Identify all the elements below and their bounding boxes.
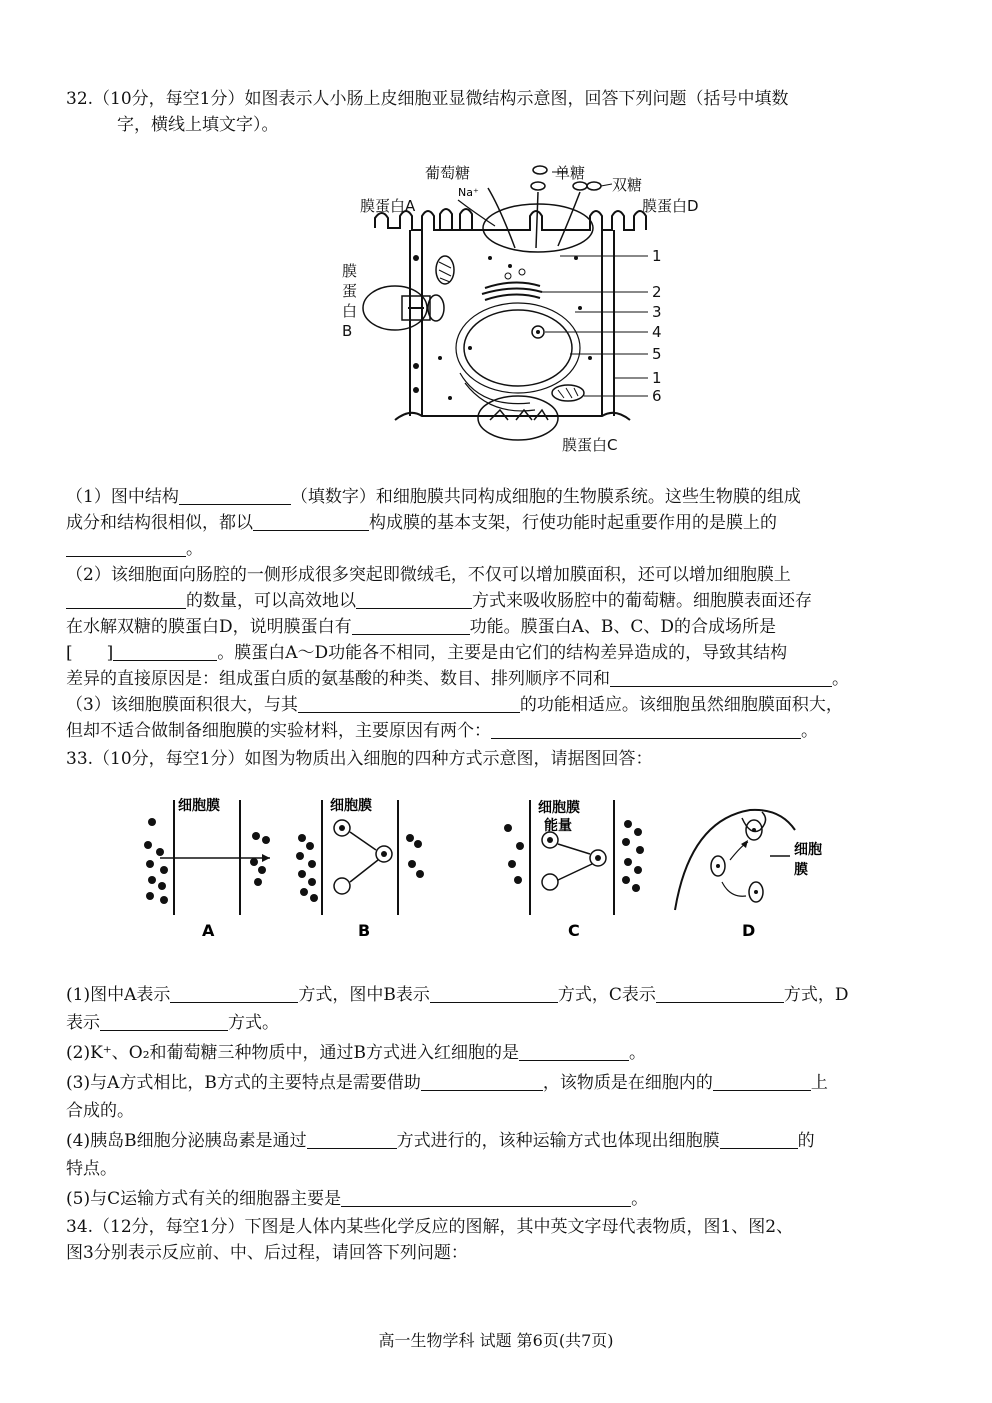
q32-blank-6[interactable]: [352, 616, 470, 635]
label-num-6: 6: [652, 387, 662, 405]
q32-part2-line4: [ ] 。膜蛋白A～D功能各不相同，主要是由它们的结构差异造成的，导致其结构: [66, 643, 788, 663]
q33-part3-line1: (3)与A方式相比，B方式的主要特点是需要借助 ，该物质是在细胞内的 上: [66, 1073, 828, 1093]
label-monosaccharide: 单糖: [555, 164, 586, 182]
label-num-4: 4: [652, 323, 662, 341]
q33-part1-line2: 表示 方式。: [66, 1013, 279, 1033]
q33-blank-3[interactable]: [656, 984, 784, 1003]
q32-header-line1: 32.（10分，每空1分）如图表示人小肠上皮细胞亚显微结构示意图，回答下列问题（括号中填数: [66, 89, 789, 109]
q32-part1-line1: （1）图中结构 （填数字）和细胞膜共同构成细胞的生物膜系统。这些生物膜的组成: [66, 487, 801, 507]
q32-part3-line1: （3）该细胞膜面积很大，与其 的功能相适应。该细胞虽然细胞膜面积大，: [66, 695, 843, 715]
q32-blank-10[interactable]: [491, 720, 801, 739]
q33-blank-2[interactable]: [430, 984, 558, 1003]
label-protein-d: 膜蛋白D: [642, 197, 699, 215]
q33-part1-line1: (1)图中A表示 方式，图中B表示 方式，C表示 方式，D: [66, 985, 849, 1005]
label-protein-c: 膜蛋白C: [562, 436, 618, 454]
q32-part2-line1: （2）该细胞面向肠腔的一侧形成很多突起即微绒毛，不仅可以增加膜面积，还可以增加细胞膜上: [66, 565, 791, 585]
label-glucose: 葡萄糖: [425, 164, 471, 182]
q32-part1-line2: 成分和结构很相似，都以 构成膜的基本支架，行使功能时起重要作用的是膜上的: [66, 513, 777, 533]
q32-part2-line3: 在水解双糖的膜蛋白D，说明膜蛋白有 功能。膜蛋白A、B、C、D的合成场所是: [66, 617, 777, 637]
q32-blank-8[interactable]: [610, 668, 832, 687]
intestinal-cell-diagram: [330, 158, 700, 458]
q32-blank-7[interactable]: [113, 642, 217, 661]
label-num-1a: 1: [652, 247, 662, 265]
q33-part3-line2: 合成的。: [66, 1101, 134, 1121]
label-protein-b-3: 白: [342, 302, 358, 320]
membrane-label-d1: 细胞: [794, 842, 822, 858]
mode-label-b: B: [358, 921, 371, 940]
label-num-3: 3: [652, 303, 662, 321]
q32-blank-5[interactable]: [356, 590, 472, 609]
transport-modes-diagram: [130, 790, 870, 950]
q32-part2-line2: 的数量，可以高效地以 方式来吸收肠腔中的葡萄糖。细胞膜表面还存: [66, 590, 812, 612]
label-protein-a: 膜蛋白A: [360, 197, 416, 215]
label-protein-b-2: 蛋: [342, 282, 358, 300]
q32-part1-line3: 。: [66, 538, 203, 560]
label-num-5: 5: [652, 345, 662, 363]
energy-label: 能量: [544, 818, 572, 834]
mode-label-d: D: [742, 921, 756, 940]
q32-blank-2[interactable]: [253, 512, 369, 531]
q33-header: 33.（10分，每空1分）如图为物质出入细胞的四种方式示意图，请据图回答：: [66, 749, 653, 769]
q33-blank-5[interactable]: [519, 1042, 629, 1061]
q32-part2-line5: 差异的直接原因是：组成蛋白质的氨基酸的种类、数目、排列顺序不同和 。: [66, 669, 849, 689]
membrane-label-a: 细胞膜: [178, 798, 220, 814]
label-num-1b: 1: [652, 369, 662, 387]
mode-label-a: A: [202, 921, 215, 940]
label-num-2: 2: [652, 283, 662, 301]
q33-part5: (5)与C运输方式有关的细胞器主要是 。: [66, 1189, 649, 1209]
q33-blank-9[interactable]: [720, 1130, 798, 1149]
label-na: Na⁺: [458, 186, 479, 199]
q33-part2: (2)K⁺、O₂和葡萄糖三种物质中，通过B方式进入红细胞的是 。: [66, 1043, 646, 1063]
q33-blank-7[interactable]: [713, 1072, 811, 1091]
q33-blank-10[interactable]: [341, 1188, 631, 1207]
label-protein-b-1: 膜: [342, 262, 358, 280]
page-footer: 高一生物学科 试题 第6页(共7页): [378, 1331, 614, 1350]
q34-header-line1: 34.（12分，每空1分）下图是人体内某些化学反应的图解，其中英文字母代表物质，图1、图2、: [66, 1217, 794, 1237]
membrane-label-d2: 膜: [794, 862, 808, 878]
q33-blank-4[interactable]: [100, 1012, 228, 1031]
q32-header-line2: 字，横线上填文字）。: [117, 115, 279, 135]
q32-blank-4[interactable]: [66, 590, 186, 609]
q32-blank-3[interactable]: [66, 538, 186, 557]
q32-blank-1[interactable]: [179, 486, 291, 505]
q32-blank-9[interactable]: [298, 694, 520, 713]
membrane-label-b: 细胞膜: [330, 798, 372, 814]
q33-blank-8[interactable]: [307, 1130, 397, 1149]
q32-part3-line2: 但却不适合做制备细胞膜的实验材料，主要原因有两个： 。: [66, 721, 818, 741]
q33-part4-line2: 特点。: [66, 1159, 117, 1179]
q33-blank-1[interactable]: [170, 984, 298, 1003]
label-disaccharide: 双糖: [612, 176, 643, 194]
membrane-label-c: 细胞膜: [538, 800, 580, 816]
q34-header-line2: 图3分别表示反应前、中、后过程，请回答下列问题：: [66, 1243, 468, 1263]
q33-blank-6[interactable]: [421, 1072, 543, 1091]
mode-label-c: C: [568, 921, 580, 940]
q33-part4-line1: (4)胰岛B细胞分泌胰岛素是通过 方式进行的，该种运输方式也体现出细胞膜 的: [66, 1131, 815, 1151]
label-protein-b-4: B: [342, 322, 353, 340]
